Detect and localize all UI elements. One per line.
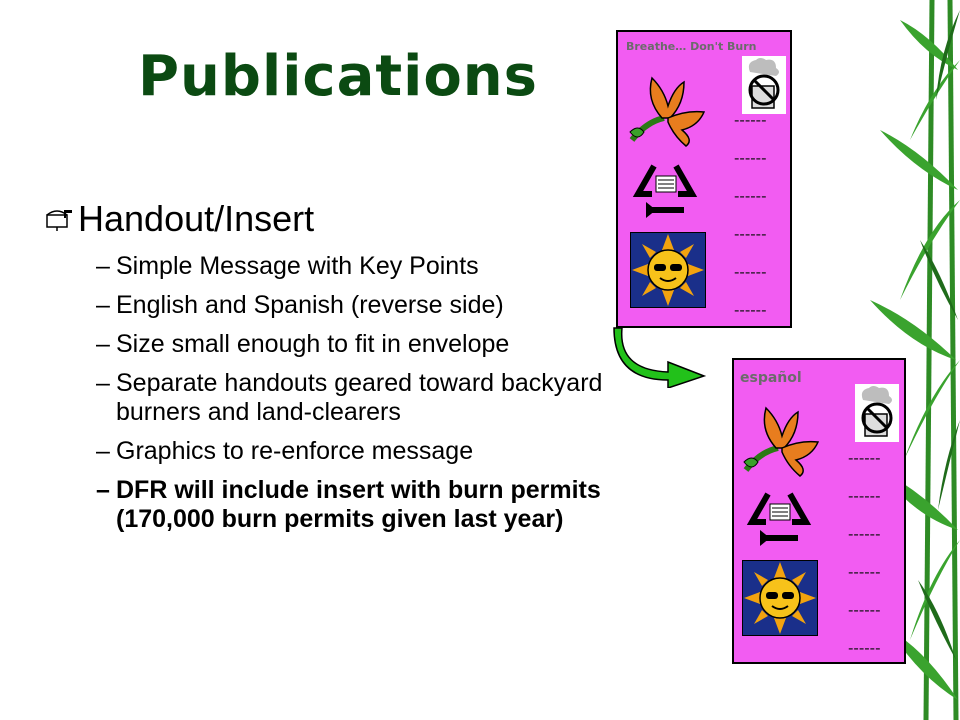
mailbox-bullet-icon bbox=[44, 206, 74, 232]
no-burning-icon bbox=[854, 384, 900, 442]
sun-icon bbox=[630, 232, 706, 308]
main-bullet bbox=[44, 198, 604, 240]
handout-english bbox=[616, 30, 792, 328]
handout-spanish-title: español bbox=[740, 370, 802, 386]
sun-icon bbox=[742, 560, 818, 636]
slide-title: Publications bbox=[138, 44, 539, 109]
handout-english-title: Breathe… Don't Burn bbox=[626, 40, 757, 53]
recycle-icon bbox=[632, 160, 698, 218]
main-bullet-text: Handout/Insert bbox=[78, 198, 315, 239]
sub-bullet-item: – Graphics to re-enforce message bbox=[96, 437, 474, 465]
leaf-icon bbox=[738, 400, 826, 478]
leaf-icon bbox=[624, 70, 712, 148]
no-burning-icon bbox=[742, 56, 786, 114]
handout-spanish bbox=[732, 358, 906, 664]
handout-english-lines: ------ ------ ------ ------ ------ ------ bbox=[734, 111, 767, 319]
recycle-icon bbox=[746, 488, 812, 546]
sub-bullet-item: – Size small enough to fit in envelope bbox=[96, 330, 510, 358]
sub-bullet-item: – Simple Message with Key Points bbox=[96, 252, 479, 280]
sub-bullet-list bbox=[44, 252, 604, 534]
curved-arrow-icon bbox=[612, 326, 708, 388]
sub-bullet-item: – English and Spanish (reverse side) bbox=[96, 291, 504, 319]
slide-content bbox=[44, 198, 604, 544]
sub-bullet-item: – Separate handouts geared toward backyard burners and land-clearers bbox=[96, 369, 603, 426]
sub-bullet-item-emphasis: – DFR will include insert with burn permits (170,000 burn permits given last year) bbox=[96, 476, 601, 533]
handout-spanish-lines: ------ ------ ------ ------ ------ ------ bbox=[848, 449, 881, 657]
